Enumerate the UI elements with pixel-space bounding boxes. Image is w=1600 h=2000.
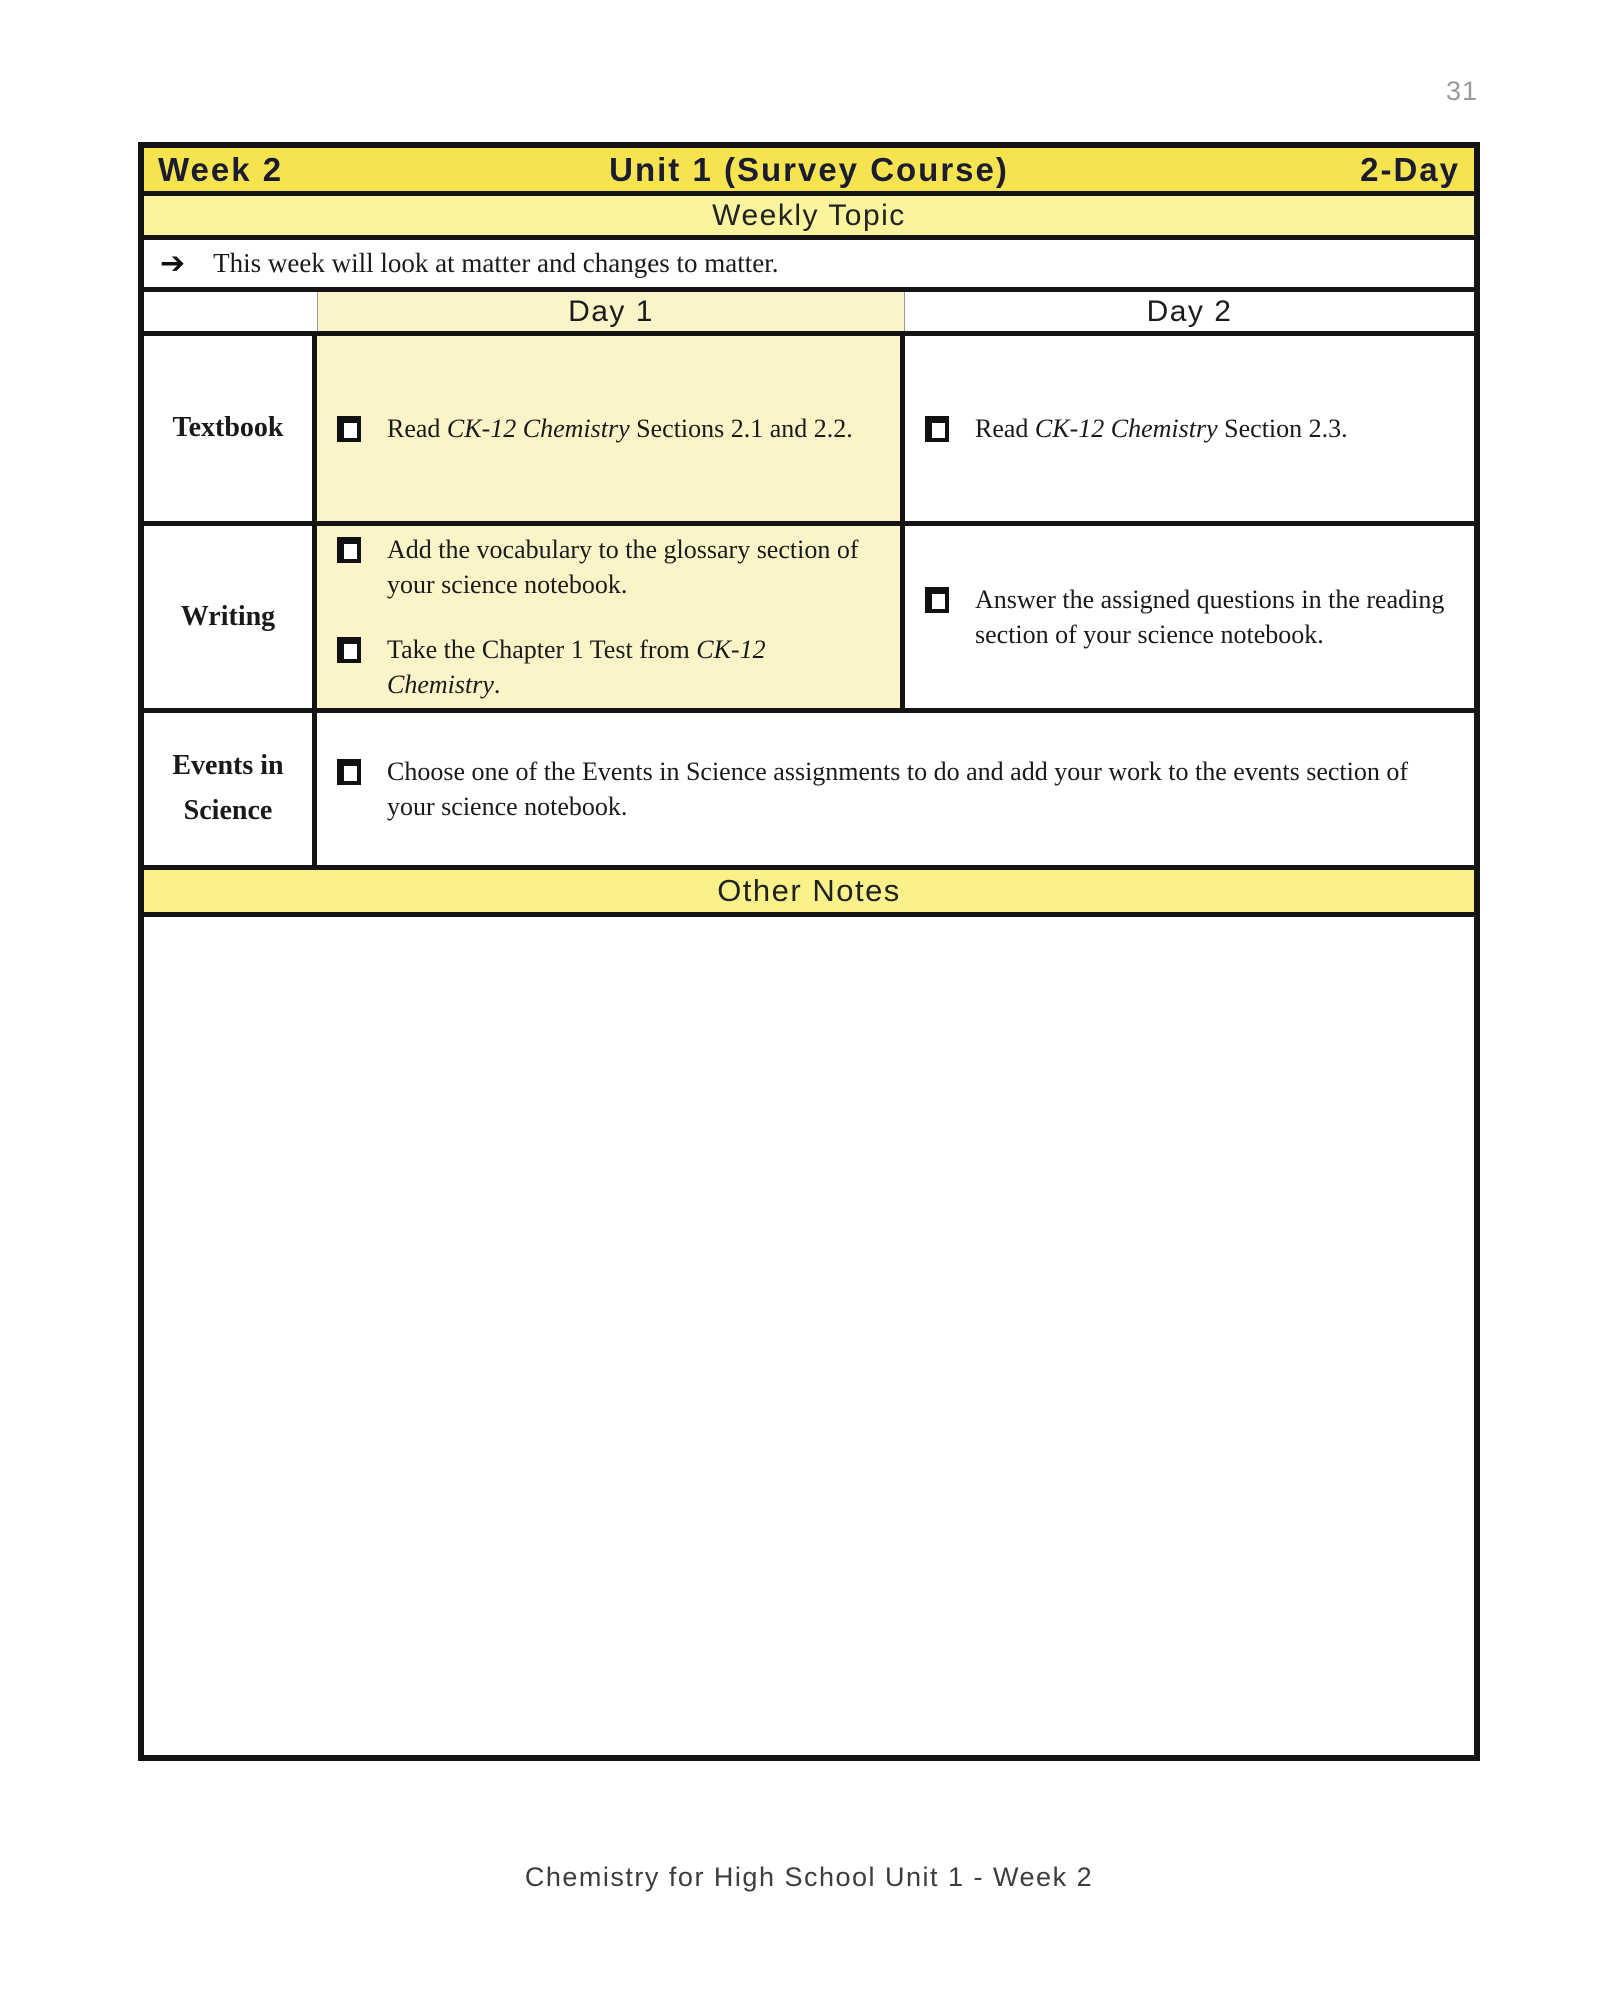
day2-header: Day 2 bbox=[1146, 294, 1233, 328]
checkbox-icon bbox=[337, 637, 361, 663]
weekly-topic-band: Weekly Topic bbox=[144, 196, 1474, 240]
events-in-science-row bbox=[144, 713, 1474, 870]
checkbox-icon bbox=[337, 759, 361, 785]
task-item bbox=[925, 411, 1460, 446]
textbook-row bbox=[144, 336, 1474, 526]
weekly-planner-table bbox=[138, 142, 1480, 1761]
events-label: Events in Science bbox=[144, 713, 317, 865]
week-label: Week 2 bbox=[158, 150, 284, 188]
events-content-cell bbox=[317, 713, 1474, 865]
task-item bbox=[337, 411, 886, 446]
other-notes-area bbox=[144, 917, 1474, 1755]
textbook-day1-cell bbox=[317, 336, 905, 521]
task-text: Choose one of the Events in Science assignments to do and add your work to the events section of your science notebook. bbox=[387, 756, 1409, 821]
footer-text: Chemistry for High School Unit 1 - Week 2 bbox=[524, 1862, 1094, 1892]
checkbox-icon bbox=[337, 537, 361, 563]
textbook-day2-cell bbox=[905, 336, 1474, 521]
task-text: Read CK-12 Chemistry Section 2.3. bbox=[975, 413, 1348, 443]
page-number: 31 bbox=[1445, 76, 1478, 106]
writing-day2-cell bbox=[905, 526, 1474, 708]
task-text: Answer the assigned questions in the reading section of your science notebook. bbox=[975, 584, 1445, 649]
checkbox-icon bbox=[925, 416, 949, 442]
task-text: Add the vocabulary to the glossary section of your science notebook. bbox=[387, 534, 859, 599]
task-text: Read CK-12 Chemistry Sections 2.1 and 2.2. bbox=[387, 413, 853, 443]
task-text: Take the Chapter 1 Test from CK-12 Chemistry. bbox=[387, 635, 766, 700]
weekly-topic-row bbox=[144, 240, 1474, 292]
other-notes-band: Other Notes bbox=[144, 870, 1474, 917]
checkbox-icon bbox=[925, 587, 949, 613]
writing-day1-cell bbox=[317, 526, 905, 708]
writing-row bbox=[144, 526, 1474, 713]
title-band bbox=[144, 148, 1474, 196]
textbook-label: Textbook bbox=[144, 336, 317, 521]
day1-header: Day 1 bbox=[317, 292, 905, 331]
unit-label: Unit 1 (Survey Course) bbox=[609, 150, 1009, 188]
schedule-label: 2-Day bbox=[1360, 150, 1460, 188]
task-item bbox=[337, 632, 886, 702]
day-header-spacer bbox=[144, 292, 317, 331]
task-item bbox=[925, 582, 1460, 652]
day-header-row bbox=[144, 292, 1474, 336]
writing-label: Writing bbox=[144, 526, 317, 708]
weekly-topic-text: This week will look at matter and changes to matter. bbox=[213, 248, 779, 278]
arrow-icon: ➔ bbox=[160, 245, 186, 281]
checkbox-icon bbox=[337, 416, 361, 442]
task-item bbox=[337, 532, 886, 602]
task-item bbox=[337, 754, 1460, 824]
